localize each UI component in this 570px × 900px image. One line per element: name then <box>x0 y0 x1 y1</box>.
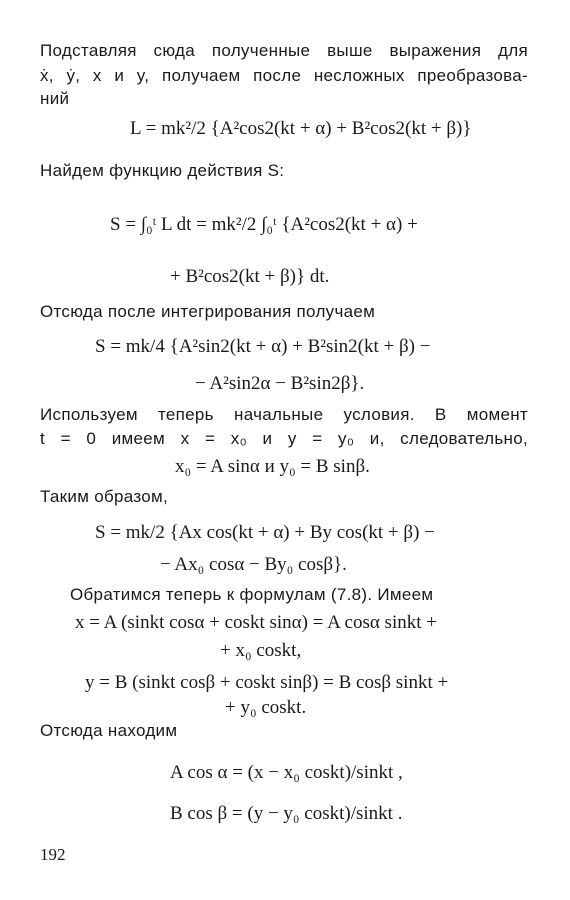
equation-lagrangian: L = mk²/2 {A²cos2(kt + α) + B²cos2(kt + β)} <box>130 118 472 139</box>
equation-y-line-2: + y₀ coskt. <box>225 697 307 718</box>
after-integration-text: Отсюда после интегрирования получаем <box>40 302 376 321</box>
page-number: 192 <box>40 845 66 864</box>
equation-action-result-line-1: S = mk/4 {A²sin2(kt + α) + B²sin2(kt + β) − <box>95 336 431 357</box>
hence-text: Отсюда находим <box>40 721 178 740</box>
find-action-text: Найдем функцию действия S: <box>40 161 285 180</box>
equation-action-final-line-2: − Ax₀ cosα − By₀ cosβ}. <box>160 554 347 575</box>
equation-action-line-1: S = ∫₀ᵗ L dt = mk²/2 ∫₀ᵗ {A²cos2(kt + α) + <box>110 214 418 235</box>
equation-B-cos-beta: B cos β = (y − y₀ coskt)/sinkt . <box>170 803 403 824</box>
thus-text: Таким образом, <box>40 487 168 506</box>
intro-line-3: ний <box>40 89 70 108</box>
equation-action-result-line-2: − A²sin2α − B²sin2β}. <box>195 373 365 394</box>
equation-action-final-line-1: S = mk/2 {Ax cos(kt + α) + By cos(kt + β) − <box>95 522 435 543</box>
formulas-reference-text: Обратимся теперь к формулам (7.8). Имеем <box>70 585 434 604</box>
equation-initial-values: x₀ = A sinα и y₀ = B sinβ. <box>175 456 370 477</box>
equation-x-line-2: + x₀ coskt, <box>220 640 302 661</box>
initial-conditions-line-1: Используем теперь начальные условия. В момент <box>40 405 528 424</box>
equation-x-line-1: x = A (sinkt cosα + coskt sinα) = A cosα sinkt + <box>75 612 437 633</box>
intro-line-1: Подставляя сюда полученные выше выражения для <box>40 41 528 60</box>
equation-y-line-1: y = B (sinkt cosβ + coskt sinβ) = B cosβ sinkt + <box>85 672 449 693</box>
equation-action-line-2: + B²cos2(kt + β)} dt. <box>170 266 330 287</box>
equation-A-cos-alpha: A cos α = (x − x₀ coskt)/sinkt , <box>170 762 403 783</box>
intro-line-2: ẋ, ẏ, x и y, получаем после несложных преобразова- <box>40 66 528 85</box>
initial-conditions-line-2: t = 0 имеем x = x₀ и y = y₀ и, следовательно, <box>40 429 528 448</box>
